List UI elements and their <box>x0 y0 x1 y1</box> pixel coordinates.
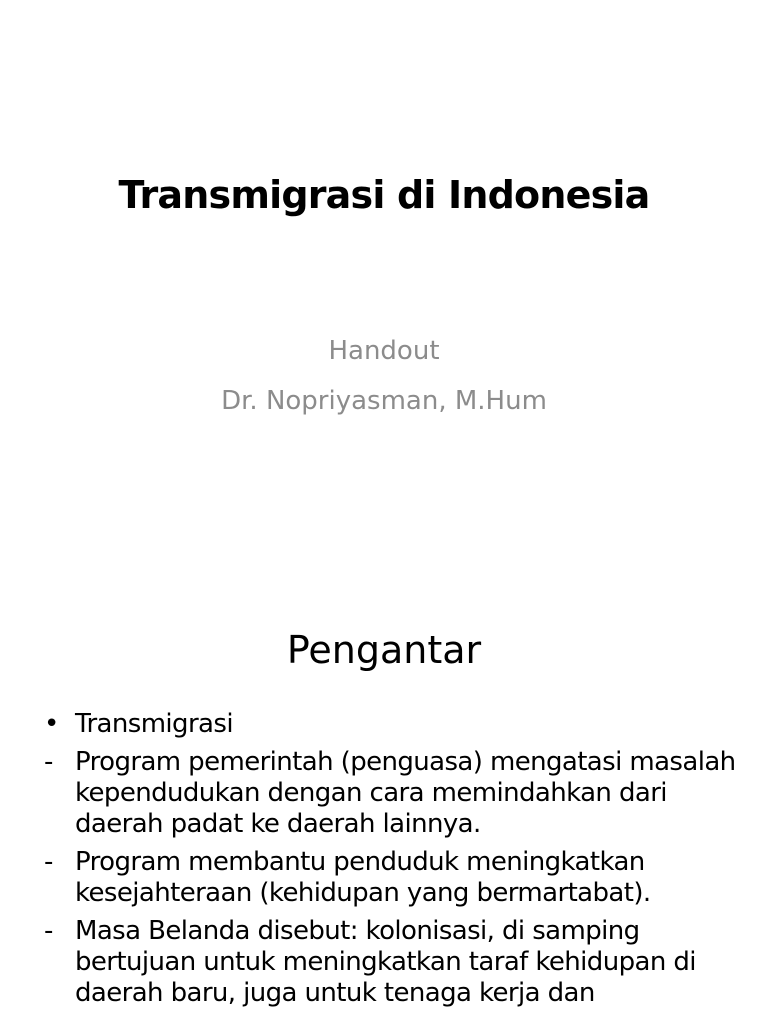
list-item-text: Masa Belanda disebut: kolonisasi, di samping bertujuan untuk meningkatkan taraf kehidupan di daerah baru, juga untuk tenaga kerja dan <box>75 916 696 1008</box>
content-slide <box>0 576 768 1024</box>
slide-heading: Pengantar <box>286 628 482 672</box>
list-item <box>44 916 760 1009</box>
subtitle-author: Dr. Nopriyasman, M.Hum <box>221 386 547 416</box>
dash-marker: - <box>44 847 53 877</box>
list-item <box>44 847 760 909</box>
dash-marker: - <box>44 747 53 777</box>
dash-marker: - <box>44 916 53 946</box>
list-item-text: Program pemerintah (penguasa) mengatasi masalah kependudukan dengan cara memindahkan dari daerah padat ke daerah lainnya. <box>75 747 736 839</box>
slide-title: Transmigrasi di Indonesia <box>118 173 650 217</box>
list-item <box>44 709 760 740</box>
subtitle-handout: Handout <box>328 336 440 366</box>
list-item-text: Program membantu penduduk meningkatkan kesejahteraan (kehidupan yang bermartabat). <box>75 847 651 908</box>
bullet-marker: • <box>44 709 59 739</box>
list-item-text: Transmigrasi <box>75 709 233 739</box>
list-item <box>44 747 760 840</box>
body-text-list <box>44 709 760 1016</box>
